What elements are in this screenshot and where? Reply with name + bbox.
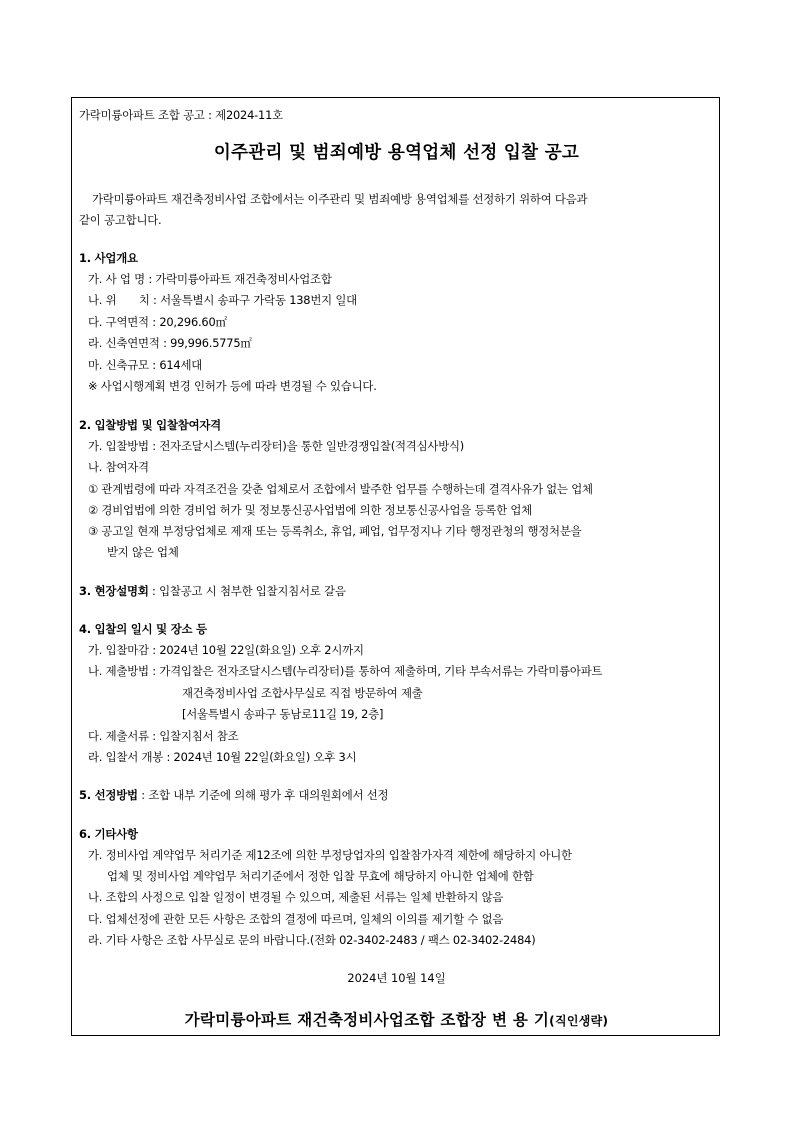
notice-title: 이주관리 및 범죄예방 용역업체 선정 입찰 공고 bbox=[213, 143, 580, 163]
intro-line-2: 같이 공고합니다. bbox=[79, 213, 162, 227]
section6-ga: 가. 정비사업 계약업무 처리기준 제12조에 의한 부정당업자의 입찰참가자격 제한에 해당하지 아니한 bbox=[88, 848, 572, 862]
section4-address: [서울특별시 송파구 동남로11길 19, 2층] bbox=[182, 707, 384, 721]
section5-text: : 조합 내부 기준에 의해 평가 후 대의원회에서 선정 bbox=[137, 788, 389, 802]
signature bbox=[72, 1008, 721, 1030]
signature-name: 가락미륭아파트 재건축정비사업조합 조합장 변 용 기 bbox=[184, 1011, 550, 1029]
section4-ga: 가. 입찰마감 : 2024년 10월 22일(화요일) 오후 2시까지 bbox=[88, 643, 364, 657]
section6-ga-cont: 업체 및 정비사업 계약업무 처리기준에서 정한 입찰 무효에 해당하지 아니한 업체에 한함 bbox=[107, 869, 534, 883]
seal-omitted-note: (직인생략) bbox=[549, 1014, 609, 1028]
section1-heading: 1. 사업개요 bbox=[79, 251, 138, 265]
section1-note: ※ 사업시행계획 변경 인허가 등에 따라 변경될 수 있습니다. bbox=[88, 379, 377, 393]
section3-line bbox=[79, 584, 346, 598]
section5-heading: 5. 선정방법 bbox=[79, 788, 138, 802]
section1-item: 마. 신축규모 : 614세대 bbox=[88, 358, 203, 372]
section6-heading: 6. 기타사항 bbox=[79, 827, 138, 841]
section4-ra: 라. 입찰서 개봉 : 2024년 10월 22일(화요일) 오후 3시 bbox=[88, 750, 357, 764]
qualification-3-cont: 받지 않은 업체 bbox=[107, 545, 179, 559]
section3-heading: 3. 현장설명회 bbox=[79, 584, 149, 598]
section1-item: 나. 위 치 : 서울특별시 송파구 가락동 138번지 일대 bbox=[88, 293, 357, 307]
section4-heading: 4. 입찰의 일시 및 장소 등 bbox=[79, 622, 207, 636]
section2-heading: 2. 입찰방법 및 입찰참여자격 bbox=[79, 418, 221, 432]
qualification-1: ① 관계법령에 따라 자격조건을 갖춘 업체로서 조합에서 발주한 업무를 수행하는데 결격사유가 없는 업체 bbox=[88, 482, 593, 496]
section1-item: 가. 사 업 명 : 가락미륭아파트 재건축정비사업조합 bbox=[88, 272, 332, 286]
section5-line bbox=[79, 788, 388, 802]
section4-na: 나. 제출방법 : 가격입찰은 전자조달시스템(누리장터)를 통하여 제출하며, 기타 부속서류는 가락미륭아파트 bbox=[88, 664, 603, 678]
qualification-3: ③ 공고일 현재 부정당업체로 제재 또는 등록취소, 휴업, 폐업, 업무정지나 기타 행정관청의 행정처분을 bbox=[88, 524, 582, 538]
section2-item-ga: 가. 입찰방법 : 전자조달시스템(누리장터)을 통한 일반경쟁입찰(적격심사방식) bbox=[88, 439, 465, 453]
section6-ra: 라. 기타 사항은 조합 사무실로 문의 바랍니다.(전화 02-3402-2483 / 팩스 02-3402-2484) bbox=[88, 933, 536, 947]
section4-na-cont: 재건축정비사업 조합사무실로 직접 방문하여 제출 bbox=[182, 686, 423, 700]
section1-item: 라. 신축연면적 : 99,996.5775㎡ bbox=[88, 336, 252, 350]
section6-na: 나. 조합의 사정으로 입찰 일정이 변경될 수 있으며, 제출된 서류는 일체 반환하지 않음 bbox=[88, 890, 504, 904]
section3-text: : 입찰공고 시 첨부한 입찰지침서로 갈음 bbox=[148, 584, 346, 598]
section1-item: 다. 구역면적 : 20,296.60㎡ bbox=[88, 315, 227, 329]
section4-da: 다. 제출서류 : 입찰지침서 참조 bbox=[88, 729, 239, 743]
section6-da: 다. 업체선정에 관한 모든 사항은 조합의 결정에 따르며, 일체의 이의를 제기할 수 없음 bbox=[88, 912, 504, 926]
notice-frame bbox=[71, 97, 720, 1036]
notice-number: 가락미륭아파트 조합 공고 : 제2024-11호 bbox=[79, 108, 283, 122]
qualification-2: ② 경비업법에 의한 경비업 허가 및 정보통신공사업법에 의한 정보통신공사업을 등록한 업체 bbox=[88, 503, 532, 517]
notice-date: 2024년 10월 14일 bbox=[347, 971, 446, 985]
section2-item-na: 나. 참여자격 bbox=[88, 460, 149, 474]
intro-line-1: 가락미륭아파트 재건축정비사업 조합에서는 이주관리 및 범죄예방 용역업체를 선정하기 위하여 다음과 bbox=[92, 192, 588, 206]
